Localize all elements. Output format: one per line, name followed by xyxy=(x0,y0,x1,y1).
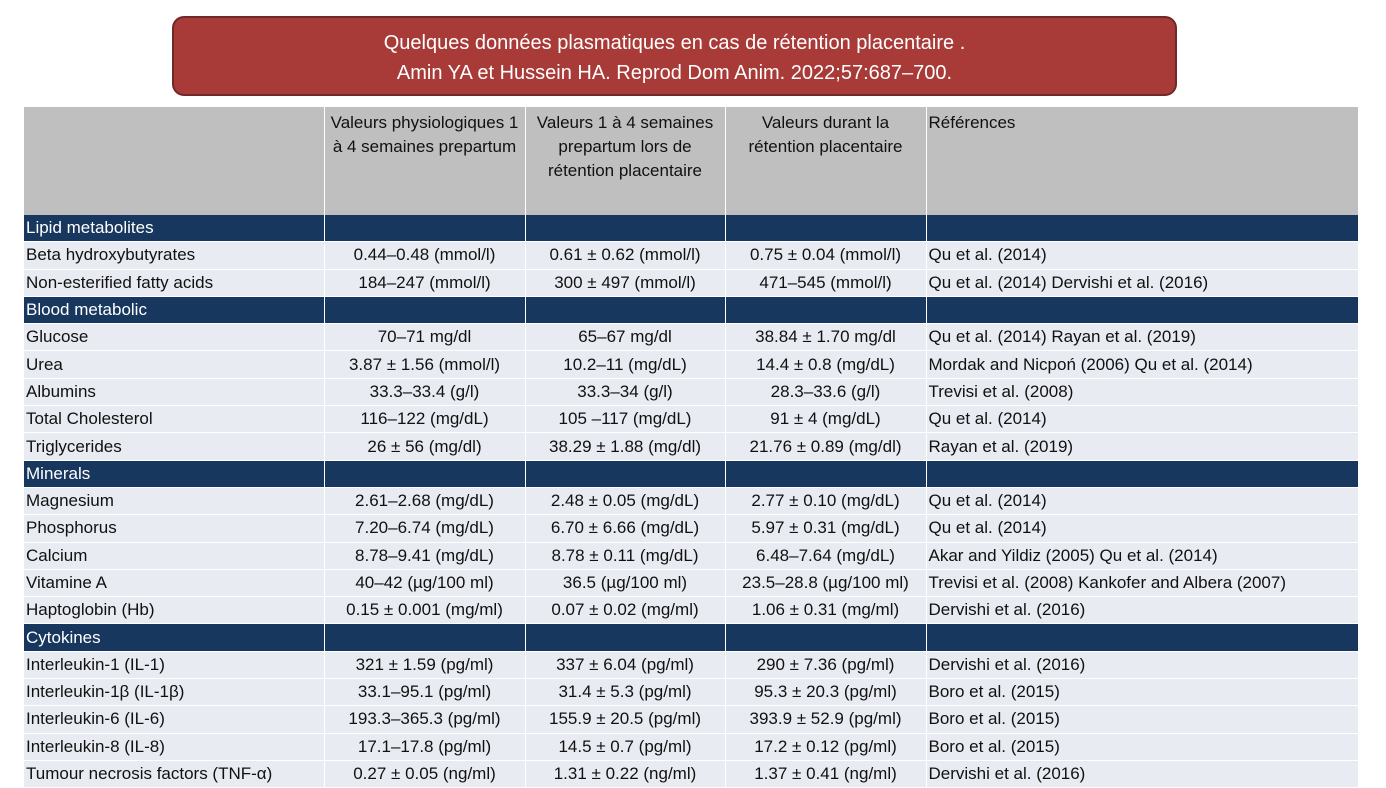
section-empty-cell xyxy=(926,624,1358,651)
prepartum-retention-value-cell: 8.78 ± 0.11 (mg/dL) xyxy=(525,542,725,569)
reference-cell: Qu et al. (2014) Rayan et al. (2019) xyxy=(926,324,1358,351)
reference-cell: Boro et al. (2015) xyxy=(926,679,1358,706)
retention-value-cell: 17.2 ± 0.12 (pg/ml) xyxy=(725,733,926,760)
prepartum-retention-value-cell: 1.31 ± 0.22 (ng/ml) xyxy=(525,760,725,787)
reference-cell: Akar and Yildiz (2005) Qu et al. (2014) xyxy=(926,542,1358,569)
table-row xyxy=(24,351,1358,378)
parameter-cell: Vitamine A xyxy=(24,569,324,596)
prepartum-retention-value-cell: 105 –117 (mg/dL) xyxy=(525,406,725,433)
table-row xyxy=(24,515,1358,542)
physiological-value-cell: 0.44–0.48 (mmol/l) xyxy=(324,242,525,269)
table-row xyxy=(24,679,1358,706)
retention-value-cell: 290 ± 7.36 (pg/ml) xyxy=(725,651,926,678)
physiological-value-cell: 70–71 mg/dl xyxy=(324,324,525,351)
table-body xyxy=(24,215,1358,788)
physiological-value-cell: 0.15 ± 0.001 (mg/ml) xyxy=(324,597,525,624)
physiological-value-cell: 40–42 (µg/100 ml) xyxy=(324,569,525,596)
parameter-cell: Interleukin-8 (IL-8) xyxy=(24,733,324,760)
table-header-row xyxy=(24,107,1358,215)
retention-value-cell: 38.84 ± 1.70 mg/dl xyxy=(725,324,926,351)
section-title: Lipid metabolites xyxy=(24,215,324,242)
table-row xyxy=(24,487,1358,514)
section-empty-cell xyxy=(525,296,725,323)
reference-cell: Mordak and Nicpoń (2006) Qu et al. (2014) xyxy=(926,351,1358,378)
prepartum-retention-value-cell: 33.3–34 (g/l) xyxy=(525,378,725,405)
header-prepartum-retention-values: Valeurs 1 à 4 semaines prepartum lors de rétention placentaire xyxy=(525,107,725,215)
prepartum-retention-value-cell: 0.07 ± 0.02 (mg/ml) xyxy=(525,597,725,624)
section-empty-cell xyxy=(725,296,926,323)
plasma-data-table xyxy=(24,107,1359,788)
parameter-cell: Beta hydroxybutyrates xyxy=(24,242,324,269)
reference-cell: Qu et al. (2014) xyxy=(926,242,1358,269)
physiological-value-cell: 116–122 (mg/dL) xyxy=(324,406,525,433)
parameter-cell: Triglycerides xyxy=(24,433,324,460)
parameter-cell: Albumins xyxy=(24,378,324,405)
header-blank xyxy=(24,107,324,215)
parameter-cell: Magnesium xyxy=(24,487,324,514)
reference-cell: Qu et al. (2014) xyxy=(926,487,1358,514)
reference-cell: Dervishi et al. (2016) xyxy=(926,597,1358,624)
reference-cell: Qu et al. (2014) xyxy=(926,515,1358,542)
section-empty-cell xyxy=(725,460,926,487)
prepartum-retention-value-cell: 300 ± 497 (mmol/l) xyxy=(525,269,725,296)
prepartum-retention-value-cell: 155.9 ± 20.5 (pg/ml) xyxy=(525,706,725,733)
physiological-value-cell: 33.1–95.1 (pg/ml) xyxy=(324,679,525,706)
prepartum-retention-value-cell: 38.29 ± 1.88 (mg/dl) xyxy=(525,433,725,460)
reference-cell: Trevisi et al. (2008) Kankofer and Albera (2007) xyxy=(926,569,1358,596)
physiological-value-cell: 7.20–6.74 (mg/dL) xyxy=(324,515,525,542)
parameter-cell: Glucose xyxy=(24,324,324,351)
retention-value-cell: 1.06 ± 0.31 (mg/ml) xyxy=(725,597,926,624)
reference-cell: Dervishi et al. (2016) xyxy=(926,651,1358,678)
header-references: Références xyxy=(926,107,1358,215)
parameter-cell: Interleukin-1 (IL-1) xyxy=(24,651,324,678)
header-retention-values: Valeurs durant la rétention placentaire xyxy=(725,107,926,215)
table-row xyxy=(24,433,1358,460)
prepartum-retention-value-cell: 65–67 mg/dl xyxy=(525,324,725,351)
parameter-cell: Urea xyxy=(24,351,324,378)
table-row xyxy=(24,269,1358,296)
table-row xyxy=(24,733,1358,760)
retention-value-cell: 471–545 (mmol/l) xyxy=(725,269,926,296)
parameter-cell: Haptoglobin (Hb) xyxy=(24,597,324,624)
table-row xyxy=(24,542,1358,569)
physiological-value-cell: 193.3–365.3 (pg/ml) xyxy=(324,706,525,733)
parameter-cell: Interleukin-6 (IL-6) xyxy=(24,706,324,733)
table-row xyxy=(24,406,1358,433)
reference-cell: Qu et al. (2014) Dervishi et al. (2016) xyxy=(926,269,1358,296)
slide-title-line1: Quelques données plasmatiques en cas de rétention placentaire . xyxy=(383,32,966,54)
prepartum-retention-value-cell: 6.70 ± 6.66 (mg/dL) xyxy=(525,515,725,542)
physiological-value-cell: 184–247 (mmol/l) xyxy=(324,269,525,296)
retention-value-cell: 21.76 ± 0.89 (mg/dl) xyxy=(725,433,926,460)
table-row xyxy=(24,651,1358,678)
parameter-cell: Total Cholesterol xyxy=(24,406,324,433)
retention-value-cell: 1.37 ± 0.41 (ng/ml) xyxy=(725,760,926,787)
section-row xyxy=(24,296,1358,323)
retention-value-cell: 393.9 ± 52.9 (pg/ml) xyxy=(725,706,926,733)
prepartum-retention-value-cell: 0.61 ± 0.62 (mmol/l) xyxy=(525,242,725,269)
section-empty-cell xyxy=(324,296,525,323)
table-row xyxy=(24,378,1358,405)
section-title: Cytokines xyxy=(24,624,324,651)
reference-cell: Boro et al. (2015) xyxy=(926,733,1358,760)
table-row xyxy=(24,242,1358,269)
table-row xyxy=(24,597,1358,624)
physiological-value-cell: 26 ± 56 (mg/dl) xyxy=(324,433,525,460)
physiological-value-cell: 3.87 ± 1.56 (mmol/l) xyxy=(324,351,525,378)
reference-cell: Qu et al. (2014) xyxy=(926,406,1358,433)
prepartum-retention-value-cell: 31.4 ± 5.3 (pg/ml) xyxy=(525,679,725,706)
physiological-value-cell: 0.27 ± 0.05 (ng/ml) xyxy=(324,760,525,787)
table-row xyxy=(24,706,1358,733)
section-title: Blood metabolic xyxy=(24,296,324,323)
section-row xyxy=(24,215,1358,242)
section-row xyxy=(24,460,1358,487)
section-empty-cell xyxy=(926,215,1358,242)
reference-cell: Dervishi et al. (2016) xyxy=(926,760,1358,787)
section-title: Minerals xyxy=(24,460,324,487)
retention-value-cell: 0.75 ± 0.04 (mmol/l) xyxy=(725,242,926,269)
retention-value-cell: 5.97 ± 0.31 (mg/dL) xyxy=(725,515,926,542)
prepartum-retention-value-cell: 36.5 (µg/100 ml) xyxy=(525,569,725,596)
retention-value-cell: 23.5–28.8 (µg/100 ml) xyxy=(725,569,926,596)
parameter-cell: Tumour necrosis factors (TNF-α) xyxy=(24,760,324,787)
section-empty-cell xyxy=(725,624,926,651)
reference-cell: Trevisi et al. (2008) xyxy=(926,378,1358,405)
parameter-cell: Phosphorus xyxy=(24,515,324,542)
section-empty-cell xyxy=(324,215,525,242)
retention-value-cell: 95.3 ± 20.3 (pg/ml) xyxy=(725,679,926,706)
prepartum-retention-value-cell: 14.5 ± 0.7 (pg/ml) xyxy=(525,733,725,760)
header-physiological-values: Valeurs physiologiques 1 à 4 semaines prepartum xyxy=(324,107,525,215)
reference-cell: Boro et al. (2015) xyxy=(926,706,1358,733)
parameter-cell: Non-esterified fatty acids xyxy=(24,269,324,296)
physiological-value-cell: 17.1–17.8 (pg/ml) xyxy=(324,733,525,760)
physiological-value-cell: 321 ± 1.59 (pg/ml) xyxy=(324,651,525,678)
retention-value-cell: 28.3–33.6 (g/l) xyxy=(725,378,926,405)
section-empty-cell xyxy=(525,215,725,242)
reference-cell: Rayan et al. (2019) xyxy=(926,433,1358,460)
prepartum-retention-value-cell: 337 ± 6.04 (pg/ml) xyxy=(525,651,725,678)
section-empty-cell xyxy=(525,624,725,651)
physiological-value-cell: 8.78–9.41 (mg/dL) xyxy=(324,542,525,569)
table-row xyxy=(24,760,1358,787)
prepartum-retention-value-cell: 10.2–11 (mg/dL) xyxy=(525,351,725,378)
table-row xyxy=(24,569,1358,596)
section-empty-cell xyxy=(725,215,926,242)
parameter-cell: Interleukin-1β (IL-1β) xyxy=(24,679,324,706)
retention-value-cell: 91 ± 4 (mg/dL) xyxy=(725,406,926,433)
physiological-value-cell: 2.61–2.68 (mg/dL) xyxy=(324,487,525,514)
prepartum-retention-value-cell: 2.48 ± 0.05 (mg/dL) xyxy=(525,487,725,514)
section-empty-cell xyxy=(324,624,525,651)
slide-title-citation: Amin YA et Hussein HA. Reprod Dom Anim. 2022;57:687–700. xyxy=(396,62,953,84)
retention-value-cell: 6.48–7.64 (mg/dL) xyxy=(725,542,926,569)
physiological-value-cell: 33.3–33.4 (g/l) xyxy=(324,378,525,405)
section-empty-cell xyxy=(926,296,1358,323)
retention-value-cell: 14.4 ± 0.8 (mg/dL) xyxy=(725,351,926,378)
section-empty-cell xyxy=(324,460,525,487)
parameter-cell: Calcium xyxy=(24,542,324,569)
slide-title-box xyxy=(172,16,1177,96)
section-empty-cell xyxy=(926,460,1358,487)
table-row xyxy=(24,324,1358,351)
section-empty-cell xyxy=(525,460,725,487)
section-row xyxy=(24,624,1358,651)
retention-value-cell: 2.77 ± 0.10 (mg/dL) xyxy=(725,487,926,514)
